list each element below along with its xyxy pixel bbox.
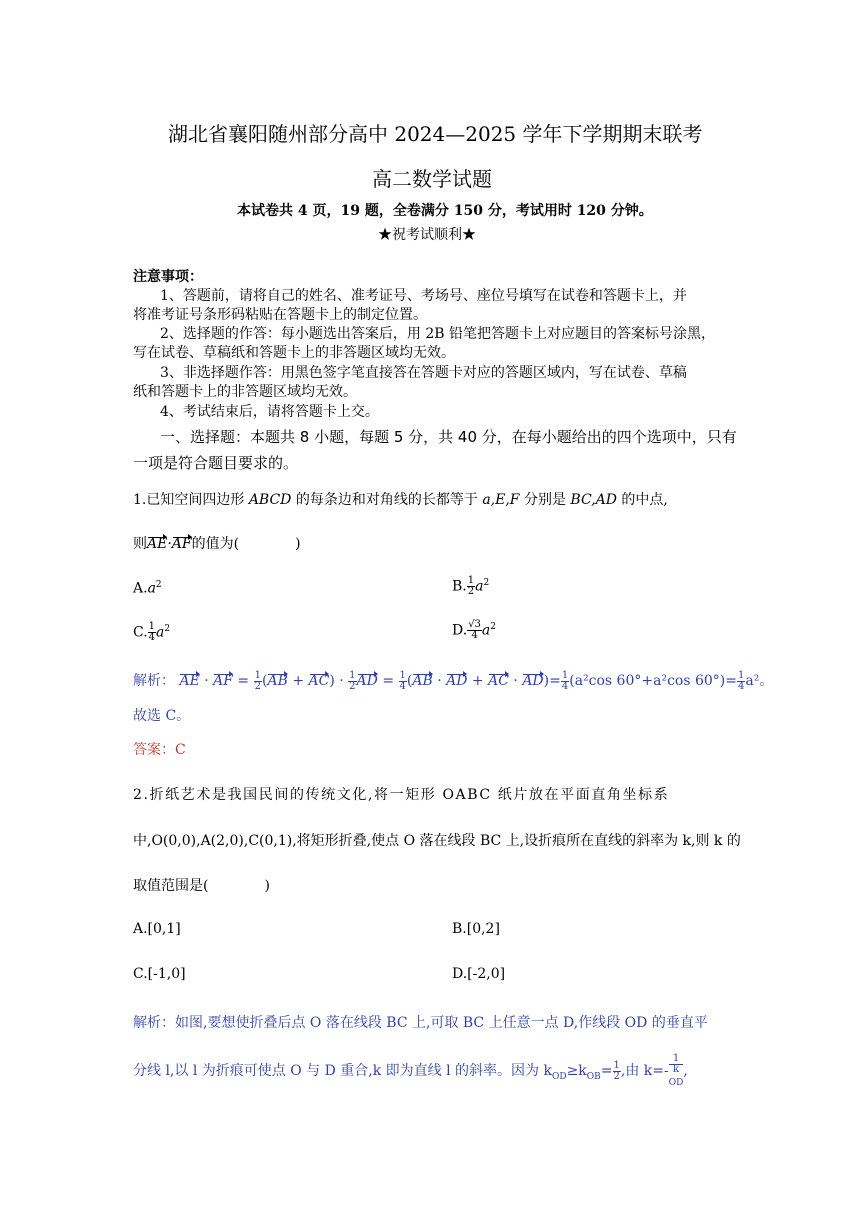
q2-option-b: B.[0,2] — [452, 921, 500, 937]
q2-option-a: A.[0,1] — [133, 921, 181, 937]
denominator: 4 — [148, 632, 156, 643]
q1-stem-d: a,E,F — [482, 492, 520, 508]
q1-option-d — [452, 620, 496, 641]
section-heading-line2: 一项是符合题目要求的。 — [133, 454, 299, 472]
fraction-quarter — [148, 622, 156, 643]
solution-end: a²。 — [745, 673, 774, 689]
q1-stem-f: BC,AD — [570, 492, 617, 508]
equals: = — [600, 1063, 613, 1079]
dot-operator: · — [334, 673, 349, 689]
denominator: 4 — [561, 680, 569, 692]
numerator: 1 — [467, 575, 475, 586]
answer-value: C — [175, 742, 186, 758]
subscript: OB — [586, 1071, 601, 1082]
var-a: a — [147, 580, 156, 597]
option-letter: B. — [452, 578, 467, 595]
vector-AC: AC — [308, 673, 330, 689]
solution-text: ,由 k=- — [620, 1063, 669, 1079]
q1-solution-line2: 故选 C。 — [133, 708, 191, 724]
option-letter: A. — [133, 580, 148, 597]
q1-stem — [133, 489, 668, 509]
vector-AB: AB — [412, 673, 433, 689]
k-var: k — [673, 1064, 680, 1075]
var-a: a — [475, 578, 484, 595]
notice-item-1a: 1、答题前，请将自己的姓名、准考证号、考场号、座位号填写在试卷和答题卡上，并 — [160, 288, 687, 304]
notice-item-2b: 写在试卷、草稿纸和答题卡上的非答题区域均无效。 — [133, 345, 455, 361]
vector-AF: AF — [171, 536, 192, 552]
subscript: OD — [668, 1078, 684, 1088]
exponent: 2 — [164, 623, 171, 634]
exam-wish: ★祝考试顺利★ — [378, 227, 476, 243]
exam-info: 本试卷共 4 页，19 题，全卷满分 150 分，考试用时 120 分钟。 — [237, 203, 653, 219]
solution-text: 如图,要想使折叠后点 O 落在线段 BC 上,可取 BC 上任意一点 D,作线段 OD 的垂直平 — [175, 1015, 708, 1031]
vector-AD: AD — [446, 673, 468, 689]
dot-operator: · — [432, 673, 447, 689]
vector-AF: AF — [213, 673, 233, 689]
fraction-half — [467, 576, 475, 597]
denominator: 4 — [737, 680, 745, 692]
q1-option-a — [133, 580, 162, 597]
q2-option-c: C.[-1,0] — [133, 966, 186, 982]
fraction-half — [254, 671, 262, 692]
answer-label: 答案： — [133, 742, 175, 758]
numerator: 1 — [737, 669, 745, 681]
notice-item-4: 4、考试结束后，请将答题卡上交。 — [160, 404, 379, 420]
numerator: 1 — [148, 621, 156, 632]
vector-AD: AD — [522, 673, 544, 689]
q1-stem-e: 分别是 — [523, 492, 566, 508]
denominator: 4 — [399, 680, 406, 692]
fraction-sqrt3-over-4 — [467, 620, 482, 641]
section-heading-line1: 一、选择题：本题共 8 小题，每题 5 分，共 40 分，在每小题给出的四个选项中，只有 — [160, 428, 737, 446]
exponent: 2 — [490, 621, 497, 632]
q2-stem-line3: 取值范围是( ) — [133, 878, 270, 894]
fraction-quarter — [399, 671, 407, 692]
q1-option-c — [133, 622, 170, 643]
q1-stem-b: ABCD — [248, 492, 292, 508]
q2-solution-line2 — [133, 1054, 688, 1088]
notice-item-3b: 纸和答题卡上的非答题区域均无效。 — [133, 384, 357, 400]
solution-label: 解析： — [133, 673, 175, 689]
vector-AE: AE — [147, 536, 168, 552]
option-letter: D. — [452, 622, 468, 639]
numerator: 1 — [254, 669, 261, 681]
solution-tail: (a²cos 60°+a²cos 60°)= — [569, 673, 737, 689]
numerator: 1 — [669, 1054, 684, 1065]
solution-text: 分线 l,以 l 为折痕可使点 O 与 D 重合,k 即为直线 l 的斜率。因为 k — [133, 1063, 552, 1079]
var-a: a — [481, 622, 491, 639]
notice-heading: 注意事项： — [133, 269, 203, 285]
notice-item-2a: 2、选择题的作答：每小题选出答案后，用 2B 铅笔把答题卡上对应题目的答案标号涂黑， — [160, 326, 716, 342]
numerator: √3 — [468, 619, 481, 630]
dot-operator: · — [167, 536, 172, 552]
notice-item-3a: 3、非选择题作答：用黑色签字笔直接答在答题卡对应的答题区域内，写在试卷、草稿 — [160, 365, 687, 381]
exponent: 2 — [155, 580, 162, 590]
fraction-half — [348, 671, 356, 692]
numerator: 1 — [613, 1059, 620, 1071]
q2-stem-line2: 中,O(0,0),A(2,0),C(0,1),将矩形折叠,使点 O 落在线段 BC 上,设折痕所在直线的斜率为 k,则 k 的 — [133, 833, 741, 849]
numerator: 1 — [561, 669, 569, 681]
q2-solution-line1 — [133, 1012, 708, 1032]
denominator: 2 — [254, 680, 261, 692]
q1-stem-c: 的每条边和对角线的长都等于 — [295, 492, 478, 508]
fraction-half — [613, 1061, 621, 1082]
comma: , — [683, 1063, 688, 1079]
q1-answer — [133, 739, 186, 759]
q2-stem-line1: 2.折纸艺术是我国民间的传统文化,将一矩形 OABC 纸片放在平面直角坐标系 — [133, 787, 670, 803]
vector-AD: AD — [356, 673, 378, 689]
fraction-neg-reciprocal — [669, 1054, 684, 1088]
vector-AC: AC — [488, 673, 509, 689]
option-letter: C. — [133, 624, 148, 641]
var-a: a — [156, 624, 165, 641]
dot-operator: · — [508, 673, 523, 689]
denominator: 4 — [471, 630, 478, 641]
numerator: 1 — [399, 669, 406, 681]
solution-label: 解析： — [133, 1015, 175, 1031]
plus: + — [467, 673, 489, 689]
denominator — [669, 1065, 684, 1088]
vector-AE: AE — [179, 673, 200, 689]
equals: = — [377, 673, 399, 689]
vector-AB: AB — [267, 673, 288, 689]
plus: + — [287, 673, 309, 689]
exam-title: 湖北省襄阳随州部分高中 2024—2025 学年下学期期末联考 — [168, 122, 703, 146]
q1-stem-a: 1.已知空间四边形 — [133, 492, 245, 508]
subscript: OD — [551, 1071, 567, 1082]
denominator: 2 — [467, 586, 475, 597]
numerator: 1 — [349, 669, 356, 681]
denominator: 2 — [613, 1070, 620, 1082]
q1-solution: 解析： AE · AF = $\frac{1}{2}$ (AB + AC) · $\frac{1}{2}$ AD = $\frac{1}{4}$ (AB · AD + AC · AD)= $\frac{1}{4}$ (a²cos 60°+a²cos 60°)= $\frac{1}{4}$ a²。 — [133, 669, 774, 692]
q1-ask-b: 的值为( ) — [191, 536, 301, 552]
dot-operator: · — [199, 673, 214, 689]
exam-subtitle: 高二数学试题 — [372, 167, 492, 191]
fraction-quarter — [561, 671, 569, 692]
q2-option-d: D.[-2,0] — [452, 966, 506, 982]
q1-option-b — [452, 576, 489, 597]
exponent: 2 — [483, 577, 490, 588]
denominator: 2 — [349, 680, 356, 692]
ge-operator: ≥k — [566, 1063, 587, 1079]
q1-stem-g: 的中点, — [621, 492, 668, 508]
q1-ask — [133, 533, 301, 553]
q1-ask-a: 则 — [133, 536, 147, 552]
equals: = — [232, 673, 254, 689]
notice-item-1b: 将准考证号条形码粘贴在答题卡上的制定位置。 — [133, 307, 427, 323]
